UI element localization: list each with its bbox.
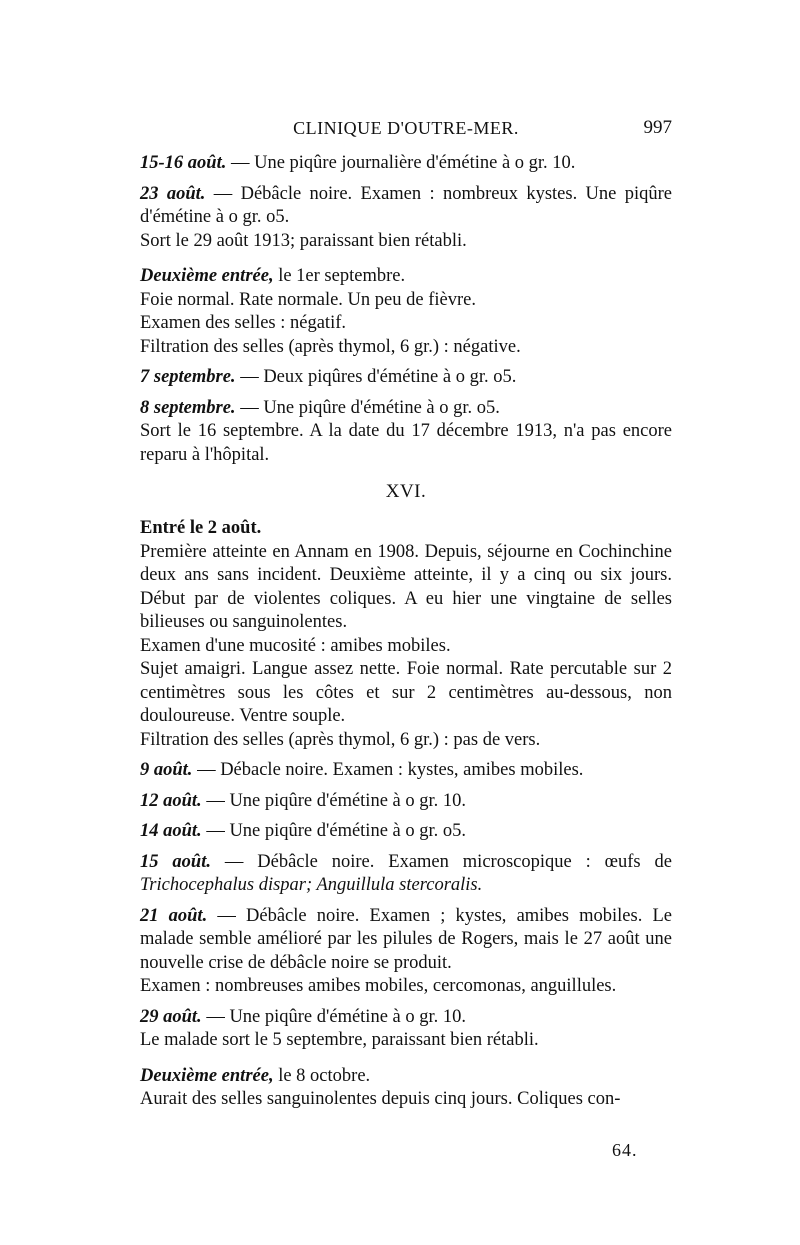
entry-date: 29 août. bbox=[140, 1006, 202, 1027]
entry-text: le 1er septembre. bbox=[273, 266, 406, 286]
paragraph bbox=[140, 905, 672, 976]
paragraph: Foie normal. Rate normale. Un peu de fièvre. bbox=[140, 289, 476, 310]
entry-text: — Une piqûre journalière d'émétine à o gr. 10. bbox=[226, 153, 576, 173]
entry-date: 7 septembre. bbox=[140, 367, 236, 387]
entry-date: 9 août. bbox=[140, 760, 193, 780]
paragraph: Sort le 16 septembre. A la date du 17 décembre 1913, n'a pas encore reparu à l'hôpital. bbox=[140, 421, 672, 465]
paragraph bbox=[140, 820, 672, 844]
signature-mark: 64. bbox=[612, 1140, 638, 1160]
entry-date: 21 août. bbox=[140, 905, 208, 926]
entry-text: — Une piqûre d'émétine à o gr. o5. bbox=[201, 821, 467, 841]
paragraph bbox=[140, 183, 672, 230]
paragraph bbox=[140, 265, 672, 289]
paragraph: Filtration des selles (après thymol, 6 gr.) : négative. bbox=[140, 336, 521, 357]
paragraph bbox=[140, 851, 672, 898]
entry-date: 14 août. bbox=[140, 821, 202, 841]
paragraph: Examen des selles : négatif. bbox=[140, 313, 347, 333]
paragraph bbox=[140, 1065, 672, 1089]
entry-heading: Entré le 2 août. bbox=[140, 518, 262, 538]
entry-date: 23 août. bbox=[140, 183, 206, 204]
entry-date: 15-16 août. bbox=[140, 153, 227, 173]
paragraph: Examen : nombreuses amibes mobiles, cercomonas, anguillules. bbox=[140, 976, 617, 996]
entry-text: — Débâcle noire. Examen : nombreux kystes. Une piqûre d'émétine à o gr. o5. bbox=[140, 183, 672, 227]
entry-label: Deuxième entrée, bbox=[140, 266, 274, 286]
entry-text: — Une piqûre d'émétine à o gr. 10. bbox=[201, 1006, 467, 1027]
page-number: 997 bbox=[643, 117, 672, 138]
entry-text: — Débâcle noire. Examen ; kystes, amibes mobiles. Le malade semble amélioré par les pilules de Rogers, mais le 27 août une nouvelle crise de débâcle noire se produit. bbox=[140, 905, 672, 973]
paragraph bbox=[140, 397, 672, 421]
species-name: Trichocephalus dispar; Anguillula stercoralis. bbox=[140, 875, 483, 895]
entry-text: — Débacle noire. Examen : kystes, amibes mobiles. bbox=[192, 760, 584, 780]
paragraph bbox=[140, 152, 672, 176]
paragraph: Le malade sort le 5 septembre, paraissant bien rétabli. bbox=[140, 1030, 539, 1050]
entry-text: — Débâcle noire. Examen microscopique : œufs de bbox=[210, 851, 672, 872]
entry-label: Deuxième entrée, bbox=[140, 1065, 274, 1086]
paragraph bbox=[140, 1006, 672, 1030]
paragraph bbox=[140, 759, 672, 783]
section-heading: XVI. bbox=[385, 481, 427, 502]
paragraph: Filtration des selles (après thymol, 6 gr.) : pas de vers. bbox=[140, 729, 541, 750]
paragraph: Sujet amaigri. Langue assez nette. Foie normal. Rate percutable sur 2 centimètres sous les côtes et sur 2 centimètres au-dessous, non douloureuse. Ventre souple. bbox=[140, 659, 672, 726]
paragraph: Sort le 29 août 1913; paraissant bien rétabli. bbox=[140, 230, 467, 251]
paragraph: Examen d'une mucosité : amibes mobiles. bbox=[140, 635, 451, 656]
paragraph bbox=[140, 366, 672, 390]
entry-text: — Deux piqûres d'émétine à o gr. o5. bbox=[235, 367, 517, 387]
entry-date: 8 septembre. bbox=[140, 397, 236, 418]
running-title: CLINIQUE D'OUTRE-MER. bbox=[293, 118, 519, 138]
paragraph: Aurait des selles sanguinolentes depuis cinq jours. Coliques con- bbox=[140, 1089, 621, 1109]
paragraph bbox=[140, 790, 672, 814]
page-body bbox=[140, 152, 672, 1112]
running-header bbox=[140, 114, 672, 144]
entry-text: — Une piqûre d'émétine à o gr. 10. bbox=[201, 790, 467, 811]
entry-date: 12 août. bbox=[140, 790, 202, 811]
paragraph: Première atteinte en Annam en 1908. Depuis, séjourne en Cochinchine deux ans sans incident. Deuxième atteinte, il y a cinq ou six jours. Début par de violentes coliques. A eu hier une vingtaine de selles bilieuses ou sanguinolentes. bbox=[140, 541, 672, 632]
entry-text: — Une piqûre d'émétine à o gr. o5. bbox=[235, 397, 500, 418]
entry-text: le 8 octobre. bbox=[273, 1065, 371, 1086]
entry-date: 15 août. bbox=[140, 851, 211, 872]
